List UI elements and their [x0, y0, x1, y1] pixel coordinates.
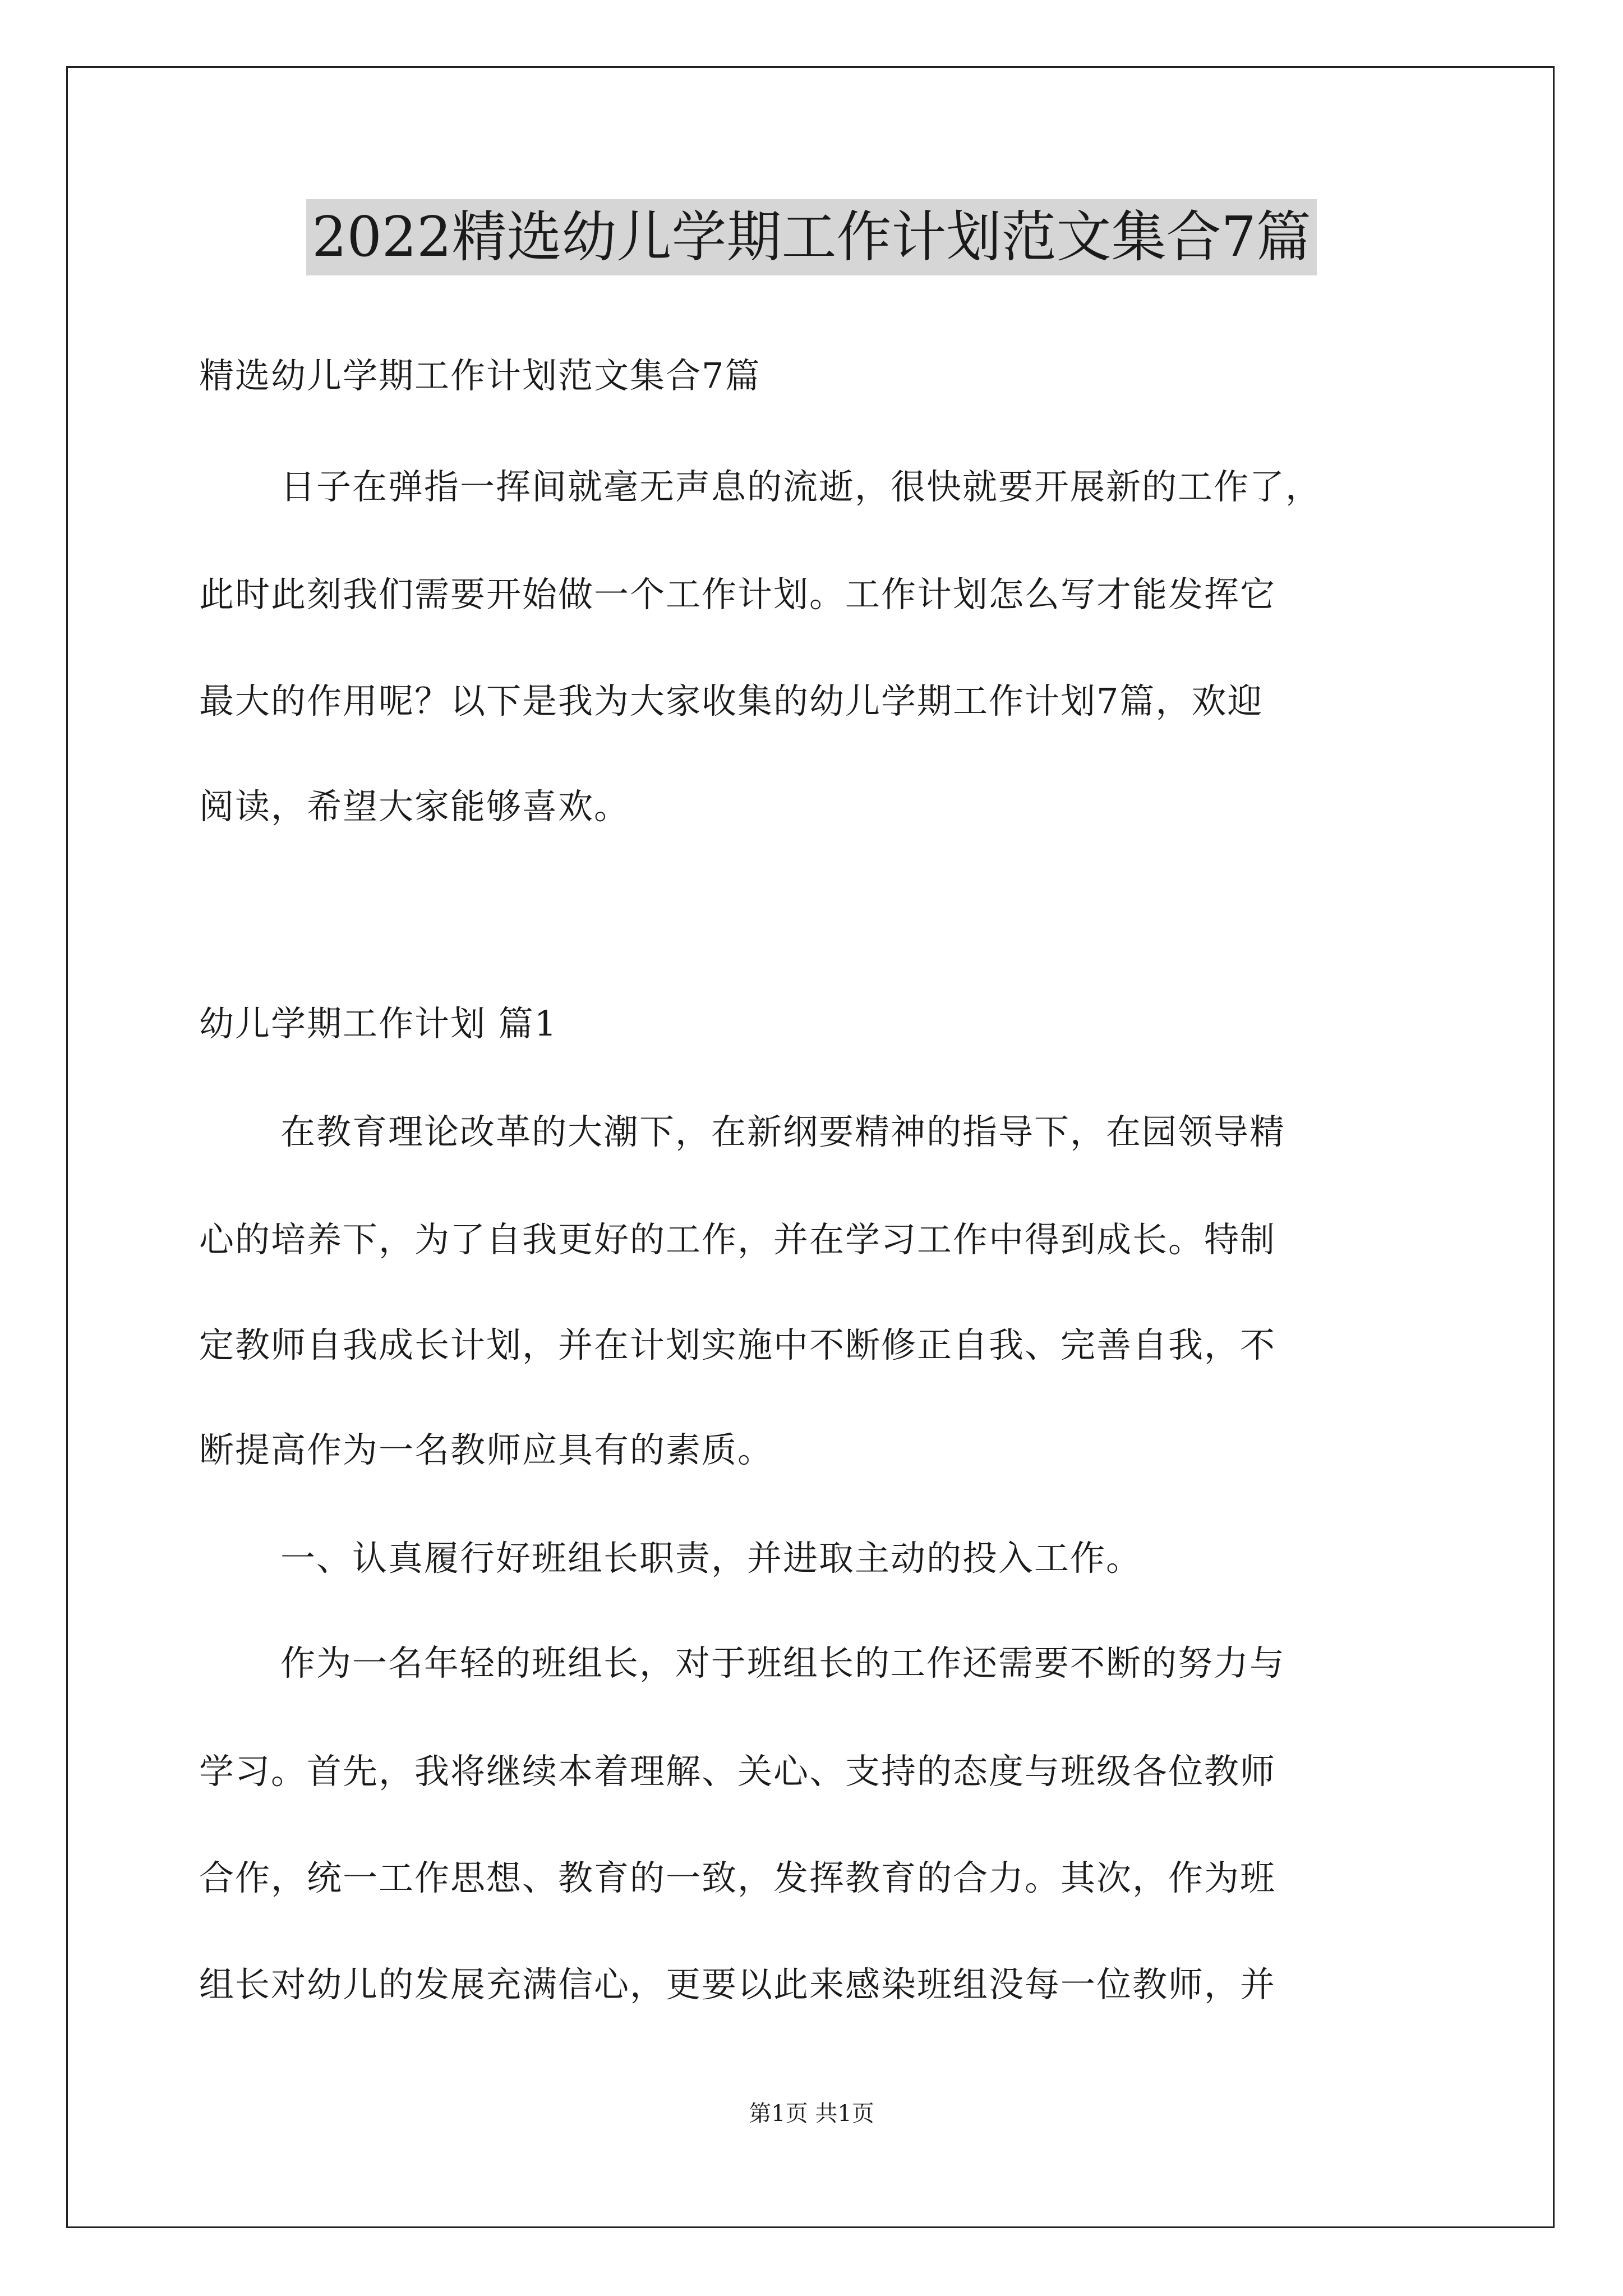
para2-line-3: 合作，统一工作思想、教育的一致，发挥教育的合力。其次，作为班: [199, 1857, 1276, 1898]
para1-line-1: 在教育理论改革的大潮下，在新纲要精神的指导下，在园领导精: [280, 1111, 1286, 1152]
document-title: 2022精选幼儿学期工作计划范文集合7篇: [306, 199, 1317, 275]
section-heading: 幼儿学期工作计划 篇1: [199, 1003, 558, 1044]
document-subtitle: 精选幼儿学期工作计划范文集合7篇: [199, 355, 761, 396]
intro-line-1: 日子在弹指一挥间就毫无声息的流逝，很快就要开展新的工作了，: [280, 466, 1322, 507]
page-footer: 第1页 共1页: [749, 2101, 874, 2127]
para1-line-3: 定教师自我成长计划，并在计划实施中不断修正自我、完善自我，不: [199, 1324, 1276, 1365]
intro-line-3: 最大的作用呢？以下是我为大家收集的幼儿学期工作计划7篇，欢迎: [199, 680, 1264, 721]
intro-line-2: 此时此刻我们需要开始做一个工作计划。工作计划怎么写才能发挥它: [199, 574, 1276, 615]
para2-line-4: 组长对幼儿的发展充满信心，更要以此来感染班组没每一位教师，并: [199, 1964, 1276, 2005]
para1-line-2: 心的培养下，为了自我更好的工作，并在学习工作中得到成长。特制: [199, 1219, 1276, 1260]
intro-line-4: 阅读，希望大家能够喜欢。: [199, 786, 630, 827]
para2-line-2: 学习。首先，我将继续本着理解、关心、支持的态度与班级各位教师: [199, 1751, 1276, 1792]
point-1: 一、认真履行好班组长职责，并进取主动的投入工作。: [280, 1538, 1142, 1579]
para2-line-1: 作为一名年轻的班组长，对于班组长的工作还需要不断的努力与: [280, 1642, 1286, 1683]
title-wrap: [0, 199, 1623, 275]
para1-line-4: 断提高作为一名教师应具有的素质。: [199, 1429, 774, 1470]
